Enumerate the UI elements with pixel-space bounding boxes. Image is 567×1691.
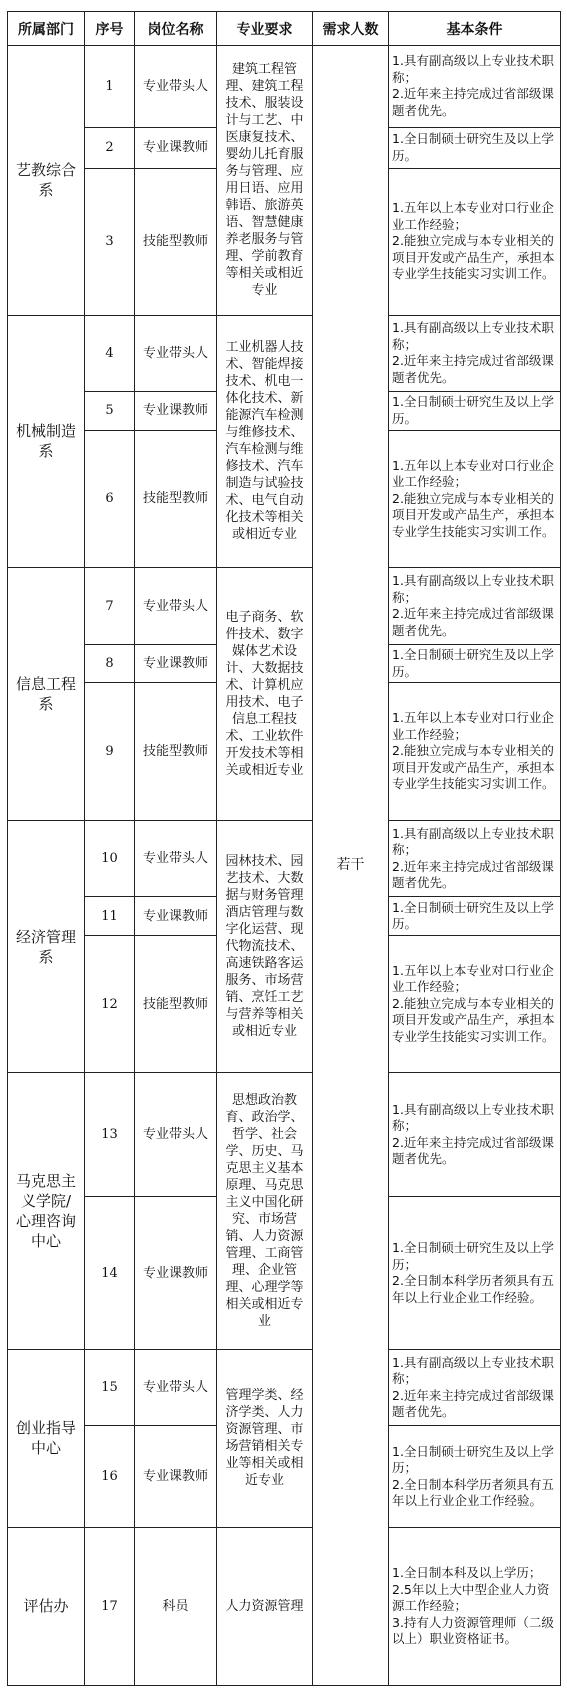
position-cell: 技能型教师 [135,683,217,821]
condition-line: 2.近年来主持完成过省部级课题者优先。 [392,1134,554,1167]
condition-line: 1.全日制硕士研究生及以上学历； [392,1443,554,1476]
basic-conditions-cell [389,127,561,168]
basic-conditions-cell [389,1349,561,1426]
condition-line: 1.全日制硕士研究生及以上学历； [392,1240,554,1272]
position-cell: 专业带头人 [135,568,217,645]
basic-conditions-cell [389,820,561,897]
department-cell: 信息工程系 [8,568,85,821]
position-cell: 专业课教师 [135,897,217,935]
basic-conditions-cell [389,935,561,1073]
header-position: 岗位名称 [135,12,217,46]
number-cell: 10 [85,820,135,897]
table-body [8,46,561,1686]
demand-count-cell: 若干 [313,46,389,1686]
basic-conditions-cell [389,1426,561,1528]
number-cell: 14 [85,1197,135,1349]
major-requirement-cell: 管理学类、经济学类、人力资源管理、市场营销相关专业等相关或相近专业 [217,1349,313,1527]
number-cell: 17 [85,1527,135,1685]
condition-line: 1.五年以上本专业对口行业企业工作经验； [392,200,554,232]
table-row [8,46,561,128]
condition-line: 1.具有副高级以上专业技术职称； [392,53,554,85]
department-cell: 经济管理系 [8,820,85,1073]
table-row [8,820,561,897]
basic-conditions-cell [389,1073,561,1197]
number-cell: 2 [85,127,135,168]
basic-conditions-cell [389,168,561,315]
condition-line: 2.5年以上大中型企业人力资源工作经验； [392,1581,550,1614]
department-cell: 创业指导中心 [8,1349,85,1527]
major-requirement-cell: 电子商务、软件技术、数字媒体艺术设计、大数据技术、计算机应用技术、电子信息工程技术、工业软件开发技术等相关或相近专业 [217,568,313,821]
basic-conditions-cell [389,392,561,430]
condition-line: 1.具有副高级以上专业技术职称； [392,1354,554,1387]
condition-line: 1.具有副高级以上专业技术职称； [392,320,554,352]
number-cell: 11 [85,897,135,935]
number-cell: 16 [85,1426,135,1528]
table-row [8,1349,561,1426]
table-header [8,12,561,46]
header-basic-conditions: 基本条件 [389,12,561,46]
department-cell: 艺教综合系 [8,46,85,316]
major-requirement-cell: 园林技术、园艺技术、大数据与财务管理酒店管理与数字化运营、现代物流技术、高速铁路客运服务、市场营销、烹饪工艺与营养等相关或相近专业 [217,820,313,1073]
major-requirement-cell: 建筑工程管理、建筑工程技术、服装设计与工艺、中医康复技术、婴幼儿托育服务与管理、应用日语、应用韩语、旅游英语、智慧健康养老服务与管理、学前教育等相关或相近专业 [217,46,313,316]
position-cell: 技能型教师 [135,935,217,1073]
position-cell: 专业课教师 [135,392,217,430]
condition-line: 1.全日制硕士研究生及以上学历。 [392,647,554,679]
condition-line: 2.全日制本科学历者须具有五年以上行业企业工作经验。 [392,1476,554,1509]
number-cell: 13 [85,1073,135,1197]
basic-conditions-cell [389,644,561,682]
table-row [8,1073,561,1197]
number-cell: 9 [85,683,135,821]
condition-line: 2.能独立完成与本专业相关的项目开发或产品生产，承担本专业学生技能实习实训工作。 [392,490,555,539]
basic-conditions-cell [389,46,561,128]
position-cell: 专业带头人 [135,46,217,128]
position-cell: 专业课教师 [135,1197,217,1349]
condition-line: 2.近年来主持完成过省部级课题者优先。 [392,353,554,385]
major-requirement-cell: 思想政治教育、政治学、哲学、社会学、历史、马克思主义基本原理、马克思主义中国化研究、市场营销、人力资源管理、工商管理、企业管理、心理学等相关或相近专业 [217,1073,313,1349]
position-cell: 专业带头人 [135,1073,217,1197]
condition-line: 3.持有人力资源管理师（二级以上）职业资格证书。 [392,1614,554,1647]
condition-line: 2.全日制本科学历者须具有五年以上行业企业工作经验。 [392,1273,554,1305]
condition-line: 2.能独立完成与本专业相关的项目开发或产品生产，承担本专业学生技能实习实训工作。 [392,743,555,792]
table-row [8,315,561,392]
department-cell: 评估办 [8,1527,85,1685]
recruitment-table-sheet [7,11,561,1686]
condition-line: 2.近年来主持完成过省部级课题者优先。 [392,1387,554,1420]
basic-conditions-cell [389,315,561,392]
position-cell: 专业课教师 [135,127,217,168]
header-major-requirement: 专业要求 [217,12,313,46]
condition-line: 1.具有副高级以上专业技术职称； [392,825,554,858]
number-cell: 1 [85,46,135,128]
condition-line: 2.近年来主持完成过省部级课题者优先。 [392,86,554,118]
number-cell: 7 [85,568,135,645]
condition-line: 1.五年以上本专业对口行业企业工作经验； [392,710,554,742]
basic-conditions-cell [389,1527,561,1685]
position-cell: 专业带头人 [135,315,217,392]
header-demand-count: 需求人数 [313,12,389,46]
major-requirement-cell: 工业机器人技术、智能焊接技术、机电一体化技术、新能源汽车检测与维修技术、汽车检测与维修技术、汽车制造与试验技术、电气自动化技术等相关或相近专业 [217,315,313,568]
department-cell: 马克思主义学院/心理咨询中心 [8,1073,85,1349]
condition-line: 2.能独立完成与本专业相关的项目开发或产品生产，承担本专业学生技能实习实训工作。 [392,233,555,282]
position-cell: 技能型教师 [135,430,217,568]
table-row [8,568,561,645]
position-cell: 专业带头人 [135,1349,217,1426]
department-cell: 机械制造系 [8,315,85,568]
number-cell: 12 [85,935,135,1073]
number-cell: 3 [85,168,135,315]
position-cell: 专业课教师 [135,1426,217,1528]
condition-line: 1.五年以上本专业对口行业企业工作经验； [392,457,554,490]
condition-line: 1.具有副高级以上专业技术职称； [392,1101,554,1134]
condition-line: 2.近年来主持完成过省部级课题者优先。 [392,858,554,891]
basic-conditions-cell [389,430,561,568]
recruitment-table [7,11,561,1686]
number-cell: 8 [85,644,135,682]
position-cell: 专业课教师 [135,644,217,682]
number-cell: 5 [85,392,135,430]
header-row [8,12,561,46]
basic-conditions-cell [389,1197,561,1349]
position-cell: 技能型教师 [135,168,217,315]
condition-line: 1.全日制硕士研究生及以上学历。 [392,899,554,932]
header-department: 所属部门 [8,12,85,46]
number-cell: 15 [85,1349,135,1426]
position-cell: 科员 [135,1527,217,1685]
number-cell: 6 [85,430,135,568]
condition-line: 1.全日制硕士研究生及以上学历。 [392,131,554,163]
condition-line: 2.近年来主持完成过省部级课题者优先。 [392,606,554,638]
condition-line: 2.能独立完成与本专业相关的项目开发或产品生产，承担本专业学生技能实习实训工作。 [392,995,555,1044]
basic-conditions-cell [389,568,561,645]
number-cell: 4 [85,315,135,392]
condition-line: 1.全日制本科及以上学历； [392,1565,542,1581]
condition-line: 1.全日制硕士研究生及以上学历。 [392,394,554,426]
header-number: 序号 [85,12,135,46]
condition-line: 1.五年以上本专业对口行业企业工作经验； [392,962,554,995]
condition-line: 1.具有副高级以上专业技术职称； [392,573,554,605]
basic-conditions-cell [389,897,561,935]
table-row [8,1527,561,1685]
basic-conditions-cell [389,683,561,821]
position-cell: 专业带头人 [135,820,217,897]
major-requirement-cell: 人力资源管理 [217,1527,313,1685]
